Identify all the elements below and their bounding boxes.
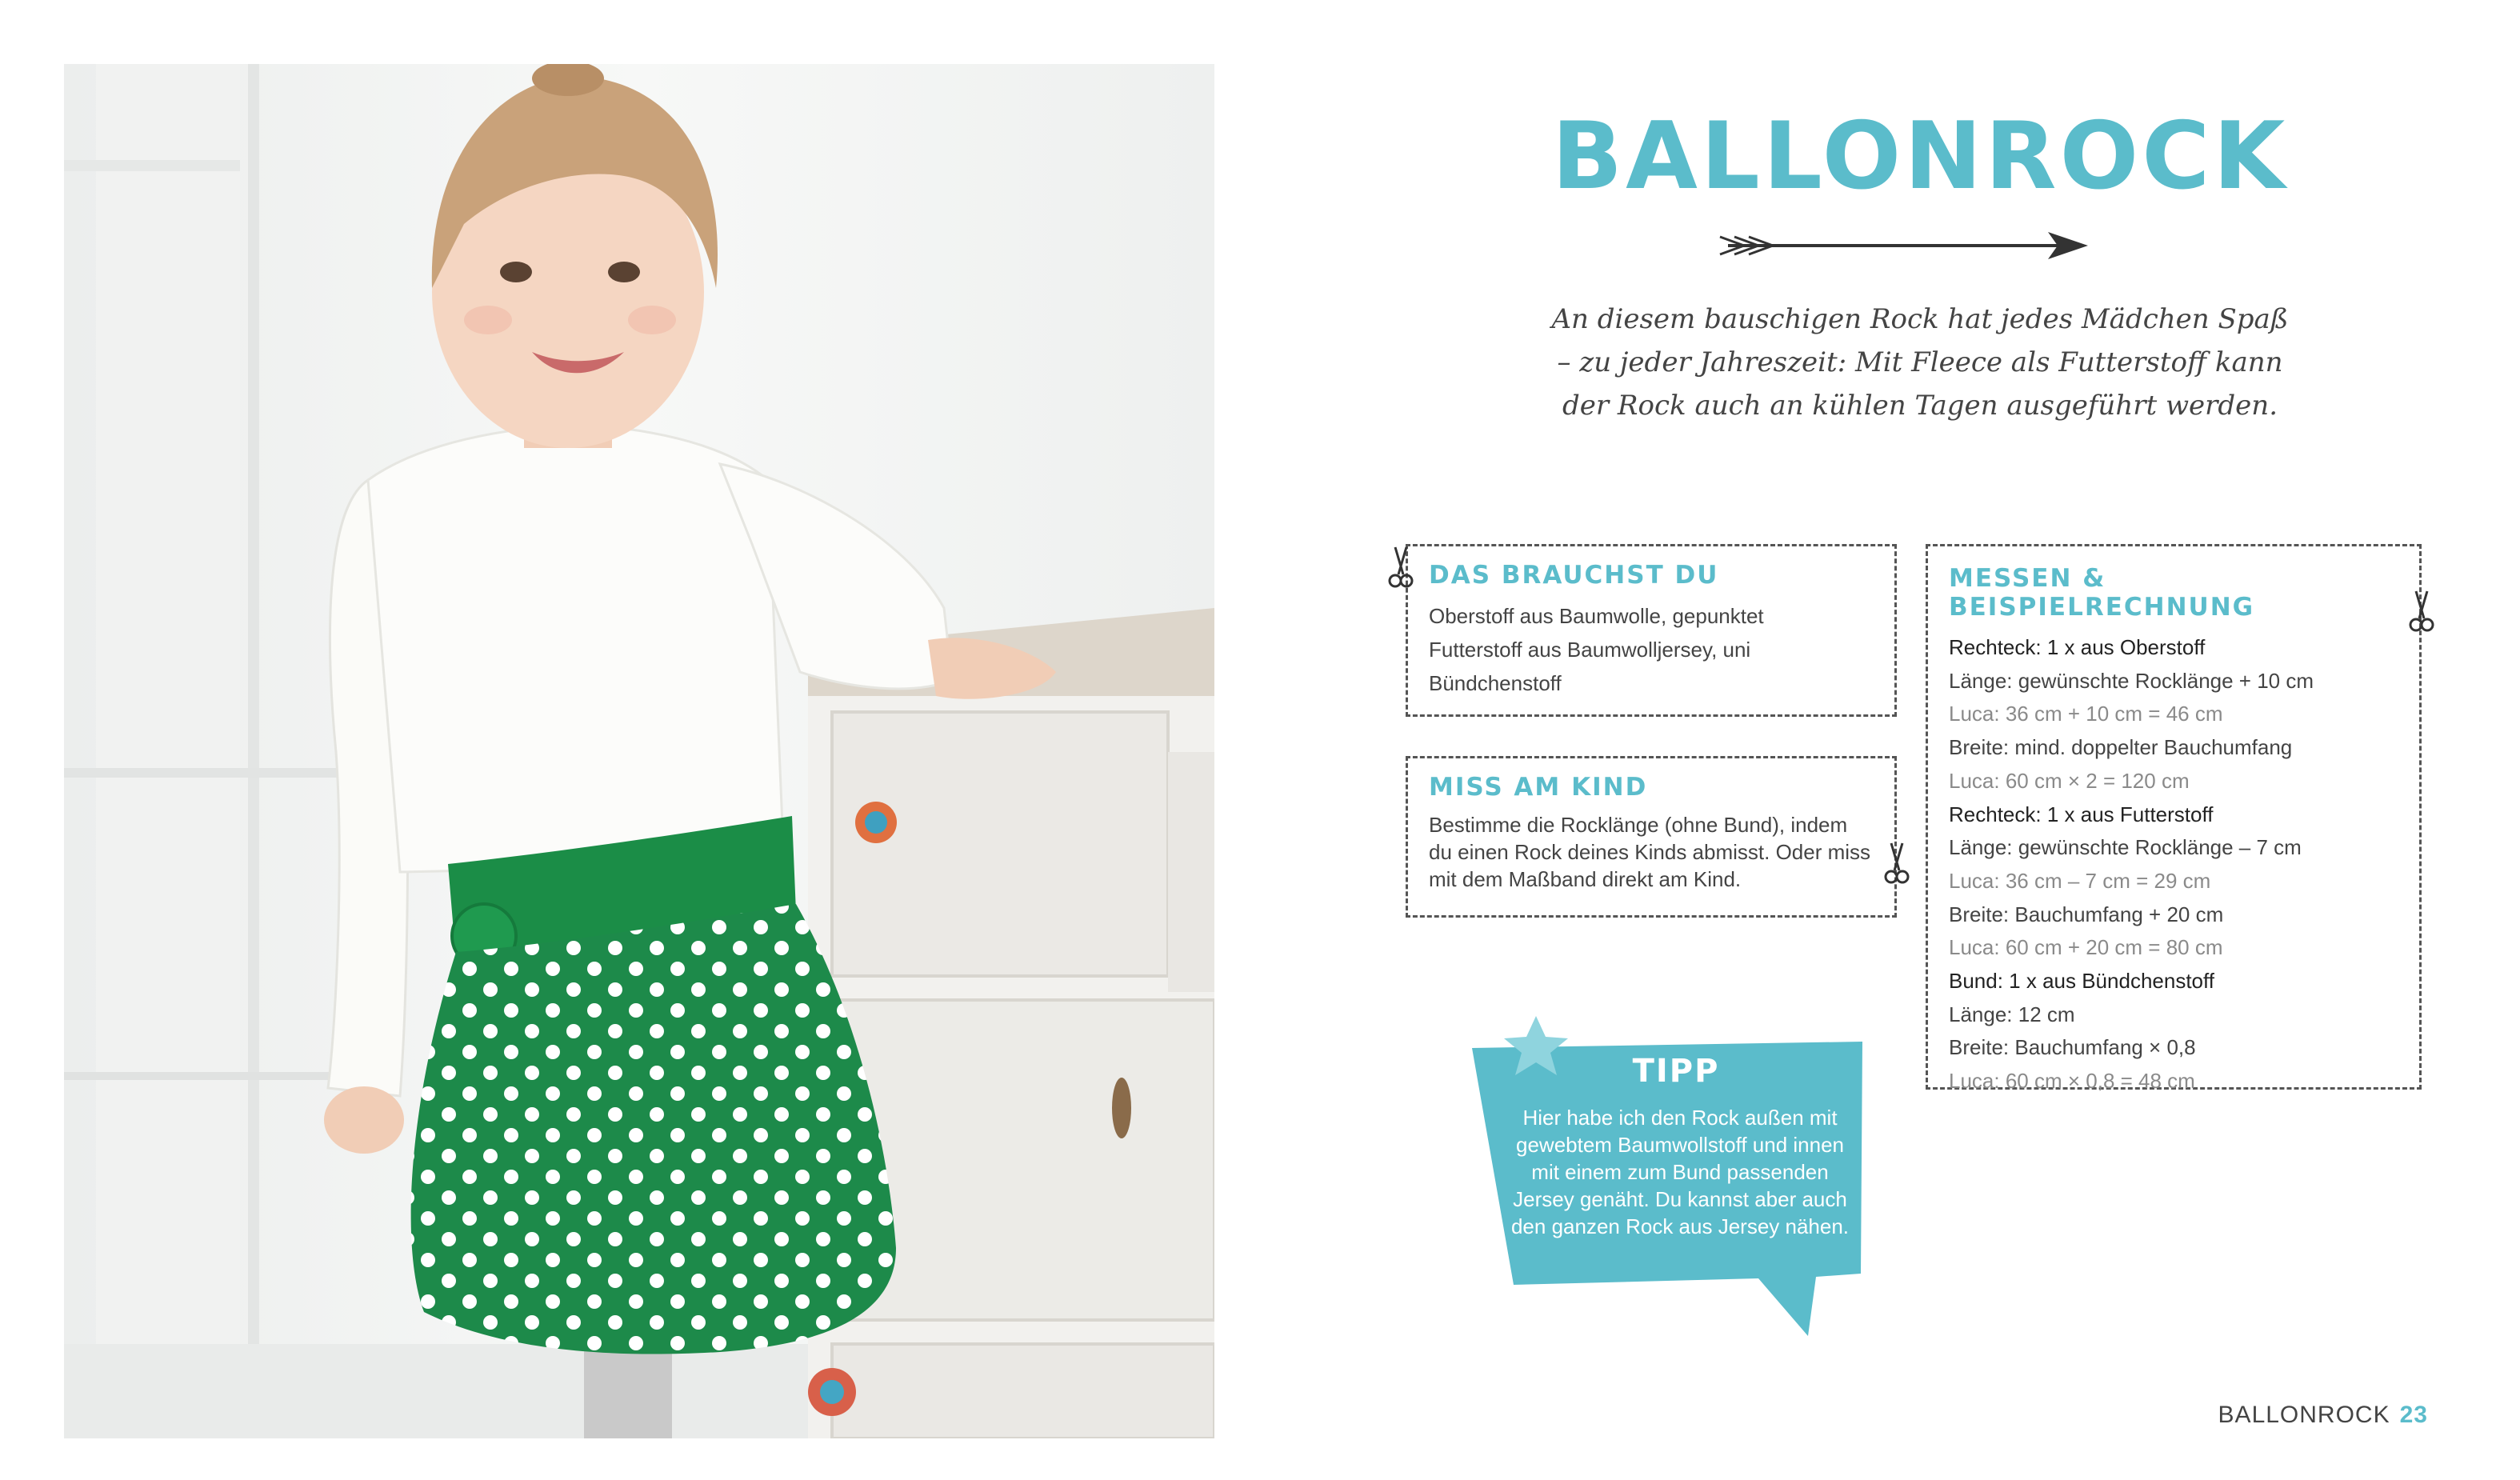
materials-heading: DAS BRAUCHST DU <box>1429 561 1719 590</box>
materials-item: Futterstoff aus Baumwolljersey, uni <box>1429 638 1751 662</box>
girl-photo <box>64 64 1214 1438</box>
intro-text: An diesem bauschigen Rock hat jedes Mädchen Spaß – zu jeder Jahreszeit: Mit Fleece als Futterstoff kann der Rock auch an kühlen Tagen ausgeführt werden. <box>1551 303 2289 422</box>
calculation-box <box>1926 544 2422 1094</box>
scissors-icon <box>1882 840 1910 888</box>
measure-box <box>1406 756 1897 918</box>
page-title: BALLONROCK <box>1551 102 2289 210</box>
calc-example-line: Luca: 60 cm × 0,8 = 48 cm <box>1949 1069 2195 1094</box>
calc-rule-line: Länge: gewünschte Rocklänge – 7 cm <box>1949 835 2302 860</box>
calculation-heading: MESSEN & BEISPIELRECHNUNG <box>1949 564 2255 622</box>
tip-text: Hier habe ich den Rock außen mit gewebtem Baumwollstoff und innen mit einem zum Bund passenden Jersey genäht. Du kannst aber auch den ganzen Rock aus Jersey nähen. <box>1510 1106 1850 1238</box>
calc-section-label: Rechteck: 1 x aus Oberstoff <box>1949 635 2206 659</box>
calc-rule-line: Breite: mind. doppelter Bauchumfang <box>1949 735 2293 760</box>
calc-rule-line: Breite: Bauchumfang + 20 cm <box>1949 902 2224 926</box>
materials-item: Oberstoff aus Baumwolle, gepunktet <box>1429 604 1764 628</box>
dresser <box>808 608 1214 1438</box>
arrow-icon <box>1712 226 2096 266</box>
measure-text-line: du einen Rock deines Kinds abmisst. Oder miss <box>1429 840 1871 864</box>
materials-item: Bündchenstoff <box>1429 671 1562 695</box>
calc-section-label: Bund: 1 x aus Bündchenstoff <box>1949 969 2214 994</box>
page-number: 23 <box>2399 1402 2428 1428</box>
calc-rule-line: Länge: gewünschte Rocklänge + 10 cm <box>1949 668 2314 693</box>
measure-text-line: mit dem Maßband direkt am Kind. <box>1429 867 1742 891</box>
calc-section-label: Rechteck: 1 x aus Futterstoff <box>1949 802 2214 826</box>
calc-rule-line: Länge: 12 cm <box>1949 1002 2075 1026</box>
measure-heading: MISS AM KIND <box>1429 773 1648 802</box>
calc-example-line: Luca: 36 cm + 10 cm = 46 cm <box>1949 702 2223 726</box>
calc-example-line: Luca: 36 cm – 7 cm = 29 cm <box>1949 868 2211 893</box>
tip-title: TIPP <box>1632 1053 1720 1090</box>
scissors-icon <box>1386 544 1414 592</box>
calc-example-line: Luca: 60 cm × 2 = 120 cm <box>1949 768 2190 793</box>
measure-text-line: Bestimme die Rocklänge (ohne Bund), indem <box>1429 813 1848 837</box>
footer-label: BALLONROCK <box>2218 1402 2390 1428</box>
page-footer <box>2218 1402 2428 1429</box>
scissors-icon <box>2406 588 2435 636</box>
calc-example-line: Luca: 60 cm + 20 cm = 80 cm <box>1949 935 2223 960</box>
materials-box <box>1406 544 1897 717</box>
calc-rule-line: Breite: Bauchumfang × 0,8 <box>1949 1035 2196 1060</box>
